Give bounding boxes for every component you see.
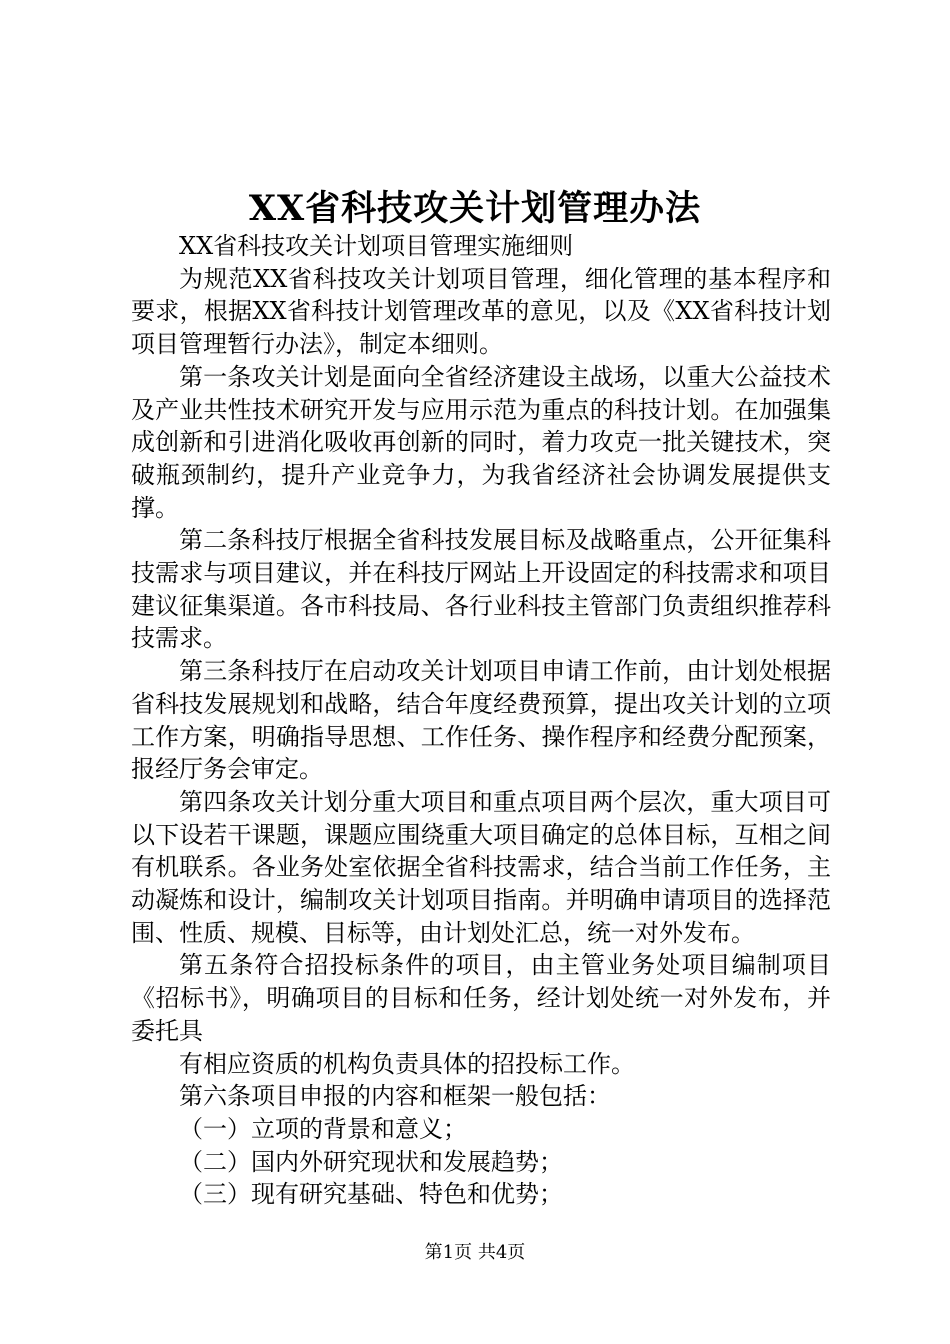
- subtitle-paragraph: XX省科技攻关计划项目管理实施细则: [179, 232, 574, 260]
- page-indicator: 第1页 共4页: [424, 1242, 526, 1263]
- list-item: （二）国内外研究现状和发展趋势；: [179, 1147, 563, 1176]
- article-3-paragraph: 第三条科技厅在启动攻关计划项目申请工作前，由计划处根据省科技发展规划和战略，结合年度经费预算，提出攻关计划的立项工作方案，明确指导思想、工作任务、操作程序和经费分配预案，报经厅务会审定。: [131, 657, 831, 784]
- document-body: [131, 230, 831, 1211]
- list-item: （一）立项的背景和意义；: [179, 1114, 467, 1143]
- article-4-paragraph: 第四条攻关计划分重大项目和重点项目两个层次，重大项目可以下设若干课题，课题应围绕重大项目确定的总体目标，互相之间有机联系。各业务处室依据全省科技需求，结合当前工作任务，主动凝炼和设计，编制攻关计划项目指南。并明确申请项目的选择范围、性质、规模、目标等，由计划处汇总，统一对外发布。: [131, 787, 831, 947]
- list-item: （三）现有研究基础、特色和优势；: [179, 1180, 563, 1209]
- article-5-continuation: 有相应资质的机构负责具体的招投标工作。: [179, 1049, 635, 1078]
- article-5-paragraph: 第五条符合招投标条件的项目，由主管业务处项目编制项目《招标书》，明确项目的目标和任务，经计划处统一对外发布，并委托具: [131, 951, 831, 1045]
- article-1-paragraph: 第一条攻关计划是面向全省经济建设主战场，以重大公益技术及产业共性技术研究开发与应用示范为重点的科技计划。在加强集成创新和引进消化吸收再创新的同时，着力攻克一批关键技术，突破瓶颈制约，提升产业竞争力，为我省经济社会协调发展提供支撑。: [131, 362, 831, 522]
- intro-paragraph: 为规范XX省科技攻关计划项目管理，细化管理的基本程序和要求，根据XX省科技计划管理改革的意见，以及《XX省科技计划项目管理暂行办法》，制定本细则。: [131, 264, 831, 359]
- article-2-paragraph: 第二条科技厅根据全省科技发展目标及战略重点，公开征集科技需求与项目建议，并在科技厅网站上开设固定的科技需求和项目建议征集渠道。各市科技局、各行业科技主管部门负责组织推荐科技需求。: [131, 526, 831, 653]
- article-6-paragraph: 第六条项目申报的内容和框架一般包括：: [179, 1082, 611, 1111]
- document-title: XX省科技攻关计划管理办法: [248, 188, 702, 229]
